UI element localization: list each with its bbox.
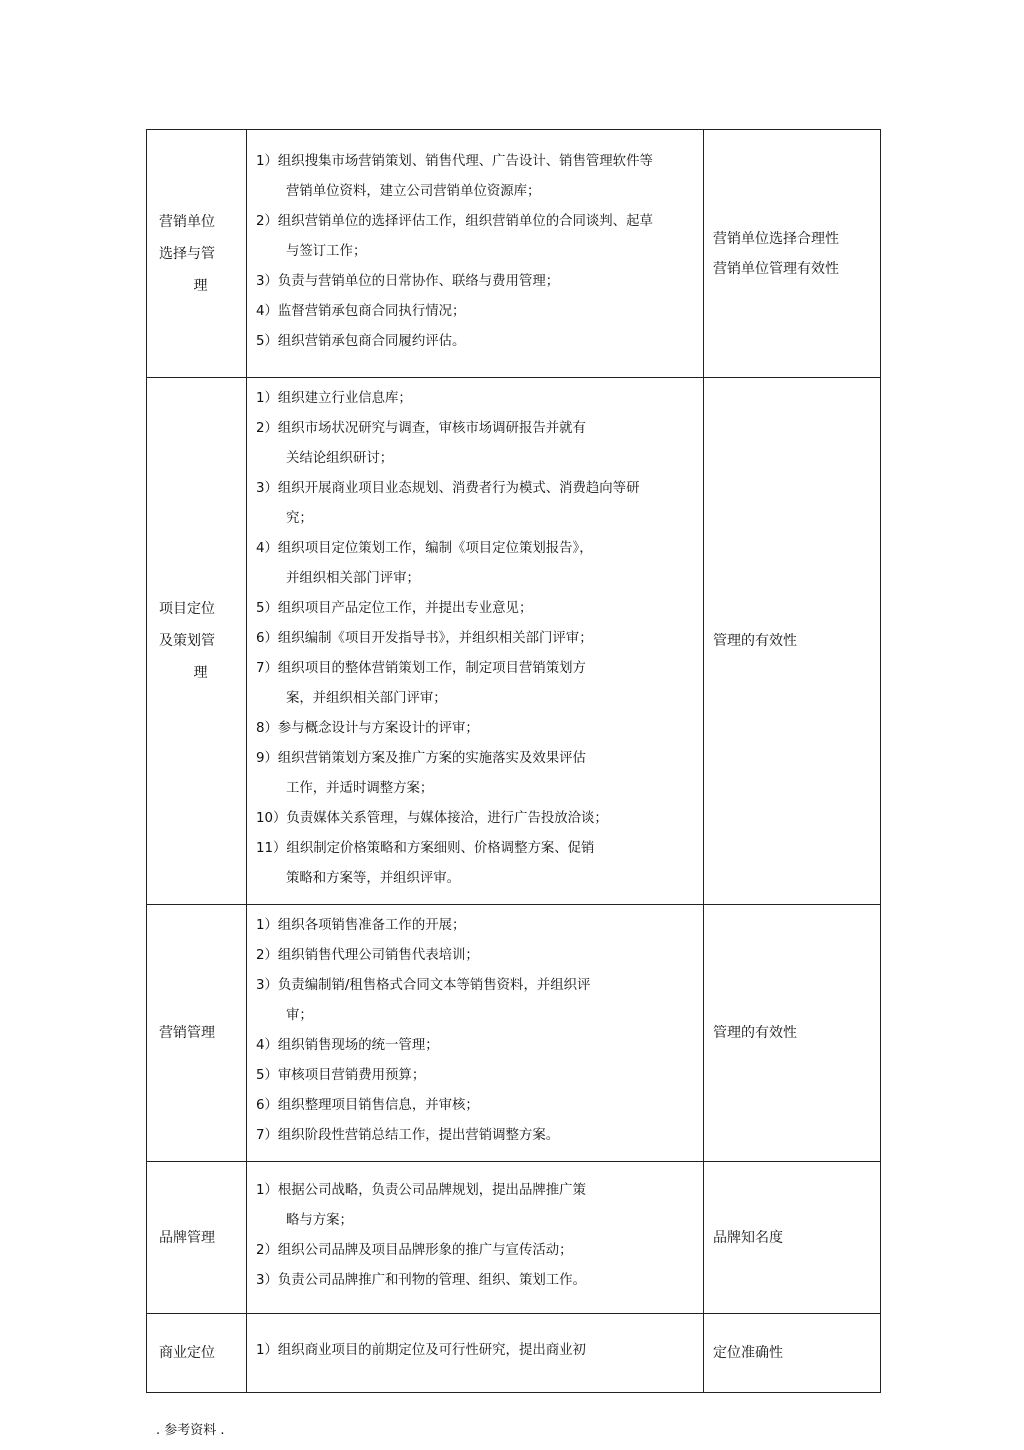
- duty-category-cell: [147, 905, 247, 1162]
- duty-item: [256, 267, 697, 297]
- duty-category-line: 营销单位: [159, 213, 215, 230]
- duty-item: [256, 1266, 697, 1296]
- duty-item-continuation: 策略和方案等，并组织评审。: [286, 871, 461, 886]
- duty-item: [256, 911, 697, 941]
- kpi-item: 管理的有效性: [713, 633, 797, 649]
- duty-item-text: 1）组织搜集市场营销策划、销售代理、广告设计、销售管理软件等: [256, 153, 653, 169]
- kpi-item: 营销单位管理有效性: [713, 260, 839, 277]
- duty-item: [256, 147, 697, 207]
- duty-item-continuation: 并组织相关部门评审；: [286, 571, 420, 586]
- table-row: [147, 905, 881, 1162]
- duty-item-continuation: 与签订工作；: [286, 243, 367, 259]
- duties-cell: [247, 130, 704, 378]
- duty-item-text: 3）负责与营销单位的日常协作、联络与费用管理；: [256, 273, 560, 289]
- duty-item: [256, 414, 697, 474]
- duty-item-continuation: 究；: [286, 511, 313, 526]
- duty-item-text: 5）审核项目营销费用预算；: [256, 1068, 426, 1083]
- duty-category-line: 理: [193, 665, 208, 681]
- duty-item: [256, 941, 697, 971]
- duties-cell: [247, 905, 704, 1162]
- duty-item-continuation: 略与方案；: [286, 1212, 353, 1228]
- table-row: [147, 1162, 881, 1314]
- duty-item-text: 4）组织销售现场的统一管理；: [256, 1038, 439, 1053]
- duty-category-cell: [147, 130, 247, 378]
- duty-item: [256, 624, 697, 654]
- duty-item-text: 3）负责公司品牌推广和刊物的管理、组织、策划工作。: [256, 1272, 586, 1288]
- duty-item: [256, 804, 697, 834]
- duty-item-continuation: 营销单位资料，建立公司营销单位资源库；: [286, 183, 541, 199]
- duties-cell: [247, 1162, 704, 1314]
- kpi-item: 营销单位选择合理性: [713, 230, 839, 247]
- duty-item-text: 2）组织营销单位的选择评估工作，组织营销单位的合同谈判、起草: [256, 213, 653, 229]
- duty-category-line: 品牌管理: [159, 1229, 215, 1246]
- duty-item-text: 11）组织制定价格策略和方案细则、价格调整方案、促销: [256, 841, 595, 856]
- duty-item-text: 10）负责媒体关系管理，与媒体接洽，进行广告投放洽谈；: [256, 811, 608, 826]
- duty-category-cell: [147, 1162, 247, 1314]
- duty-category-line: 理: [193, 277, 208, 294]
- duty-item: [256, 474, 697, 534]
- table-row: [147, 1314, 881, 1393]
- duty-item-text: 1）根据公司战略，负责公司品牌规划，提出品牌推广策: [256, 1182, 586, 1198]
- duty-item: [256, 971, 697, 1031]
- duty-item: [256, 654, 697, 714]
- duty-item: [256, 834, 697, 894]
- duty-item-text: 6）组织编制《项目开发指导书》，并组织相关部门评审；: [256, 631, 593, 646]
- duty-item-text: 9）组织营销策划方案及推广方案的实施落实及效果评估: [256, 751, 586, 766]
- duty-item: [256, 1031, 697, 1061]
- duty-item: [256, 207, 697, 267]
- duties-cell: [247, 1314, 704, 1393]
- duty-item: [256, 1236, 697, 1266]
- duty-item-text: 3）组织开展商业项目业态规划、消费者行为模式、消费趋向等研: [256, 481, 640, 496]
- duty-item-continuation: 案，并组织相关部门评审；: [286, 691, 447, 706]
- kpi-item: 定位准确性: [713, 1345, 783, 1361]
- duty-item-continuation: 审；: [286, 1008, 313, 1023]
- duty-item: [256, 1061, 697, 1091]
- duty-item: [256, 744, 697, 804]
- duty-item-text: 2）组织公司品牌及项目品牌形象的推广与宣传活动；: [256, 1242, 573, 1258]
- duty-item: [256, 384, 697, 414]
- duty-item: [256, 297, 697, 327]
- page-footer: . 参考资料 .: [156, 1423, 225, 1438]
- duty-item-text: 1）组织各项销售准备工作的开展；: [256, 918, 466, 933]
- duty-category-line: 及策划管: [159, 633, 215, 649]
- duty-item: [256, 534, 697, 594]
- duty-item-text: 6）组织整理项目销售信息，并审核；: [256, 1098, 479, 1113]
- kpi-item: 管理的有效性: [713, 1025, 797, 1041]
- duty-category-cell: [147, 1314, 247, 1393]
- kpi-cell: [704, 1314, 881, 1393]
- duty-item-text: 4）监督营销承包商合同执行情况；: [256, 303, 466, 319]
- duty-item: [256, 1176, 697, 1236]
- duty-item-text: 2）组织市场状况研究与调查，审核市场调研报告并就有: [256, 421, 586, 436]
- duties-cell: [247, 378, 704, 905]
- duty-category-line: 商业定位: [159, 1345, 215, 1361]
- kpi-cell: [704, 905, 881, 1162]
- duty-item-text: 4）组织项目定位策划工作，编制《项目定位策划报告》，: [256, 541, 593, 556]
- duty-item-text: 8）参与概念设计与方案设计的评审；: [256, 721, 479, 736]
- duty-item: [256, 327, 697, 357]
- duty-item-text: 2）组织销售代理公司销售代表培训；: [256, 948, 479, 963]
- duty-category-line: 营销管理: [159, 1025, 215, 1041]
- table-row: [147, 378, 881, 905]
- kpi-item: 品牌知名度: [713, 1229, 783, 1246]
- duty-item: [256, 1091, 697, 1121]
- duty-item-text: 5）组织项目产品定位工作，并提出专业意见；: [256, 601, 533, 616]
- kpi-cell: [704, 1162, 881, 1314]
- responsibility-table: [146, 129, 881, 1393]
- duty-category-line: 项目定位: [159, 601, 215, 617]
- duty-item-text: 1）组织商业项目的前期定位及可行性研究，提出商业初: [256, 1343, 586, 1358]
- duty-item: [256, 1336, 697, 1366]
- duty-item-continuation: 工作，并适时调整方案；: [286, 781, 434, 796]
- duty-category-line: 选择与管: [159, 245, 215, 262]
- duty-item-continuation: 关结论组织研讨；: [286, 451, 394, 466]
- table-body: [147, 130, 881, 1393]
- duty-item: [256, 714, 697, 744]
- duty-item-text: 7）组织项目的整体营销策划工作，制定项目营销策划方: [256, 661, 586, 676]
- duty-item-text: 3）负责编制销/租售格式合同文本等销售资料，并组织评: [256, 978, 591, 993]
- duty-item: [256, 594, 697, 624]
- kpi-cell: [704, 378, 881, 905]
- table-row: [147, 130, 881, 378]
- duty-item-text: 1）组织建立行业信息库；: [256, 391, 412, 406]
- duty-category-cell: [147, 378, 247, 905]
- duty-item: [256, 1121, 697, 1151]
- duty-item-text: 7）组织阶段性营销总结工作，提出营销调整方案。: [256, 1128, 560, 1143]
- duty-item-text: 5）组织营销承包商合同履约评估。: [256, 333, 466, 349]
- kpi-cell: [704, 130, 881, 378]
